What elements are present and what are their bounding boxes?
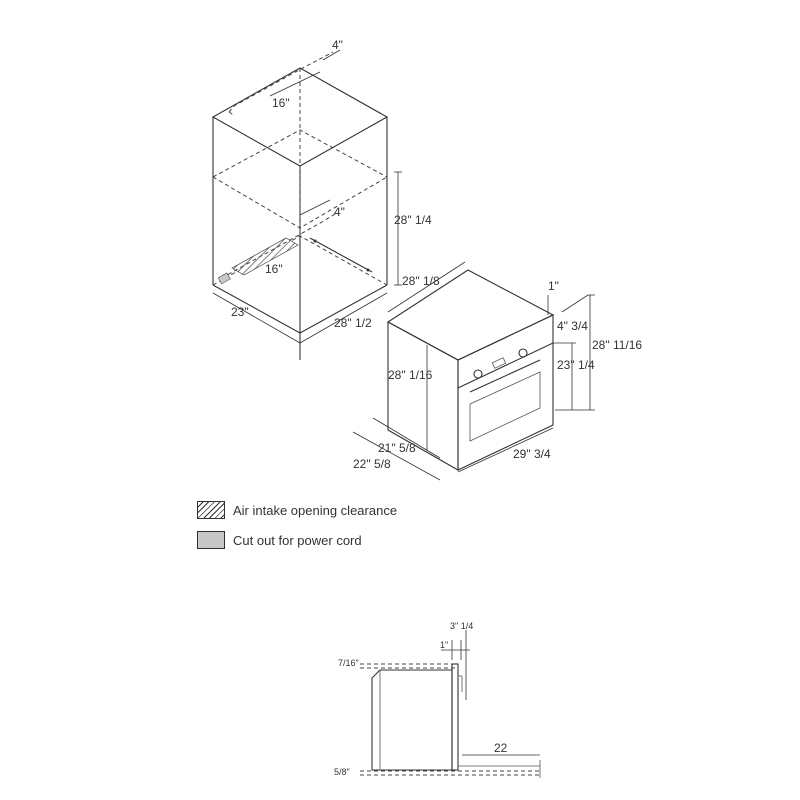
side-top-dim-label: 3" 1/4 bbox=[450, 621, 474, 631]
hatch-swatch-icon bbox=[197, 501, 225, 519]
oven-door-height-label: 23" 1/4 bbox=[557, 358, 595, 372]
cabinet-height-label: 28" 1/4 bbox=[394, 213, 432, 227]
cabinet-width-label: 28" 1/2 bbox=[334, 316, 372, 330]
oven-width-top-label: 28" 1/8 bbox=[402, 274, 440, 288]
legend-item-power-cord bbox=[197, 531, 362, 549]
cabinet-bottom-vent-depth-label: 4" bbox=[334, 205, 345, 219]
oven-panel-height-label: 4" 3/4 bbox=[557, 319, 588, 333]
legend-item-air-intake bbox=[197, 501, 397, 519]
side-depth-dim-label: 22 bbox=[494, 741, 508, 755]
legend-label: Air intake opening clearance bbox=[233, 502, 398, 518]
side-bottom-left-dim-label: 5/8" bbox=[334, 767, 350, 777]
side-view-drawing bbox=[360, 630, 540, 778]
legend-label: Cut out for power cord bbox=[233, 532, 362, 548]
cabinet-depth-label: 23" bbox=[231, 305, 249, 319]
oven-overall-depth-label: 22" 5/8 bbox=[353, 457, 391, 471]
side-top-left-dim-label: 7/16" bbox=[338, 658, 359, 668]
side-small-dim-label: 1" bbox=[440, 640, 449, 650]
oven-body-depth-label: 21" 5/8 bbox=[378, 441, 416, 455]
oven-total-height-label: 28" 11/16 bbox=[592, 338, 643, 352]
cabinet-top-vent-depth-label: 4" bbox=[332, 38, 343, 52]
gray-swatch-icon bbox=[197, 531, 225, 549]
oven-offset-top-label: 1" bbox=[548, 279, 559, 293]
oven-body-height-label: 28" 1/16 bbox=[388, 368, 433, 382]
oven-front-width-label: 29" 3/4 bbox=[513, 447, 551, 461]
cabinet-top-vent-width-label: 16" bbox=[272, 96, 290, 110]
cabinet-bottom-vent-width-label: 16" bbox=[265, 262, 283, 276]
